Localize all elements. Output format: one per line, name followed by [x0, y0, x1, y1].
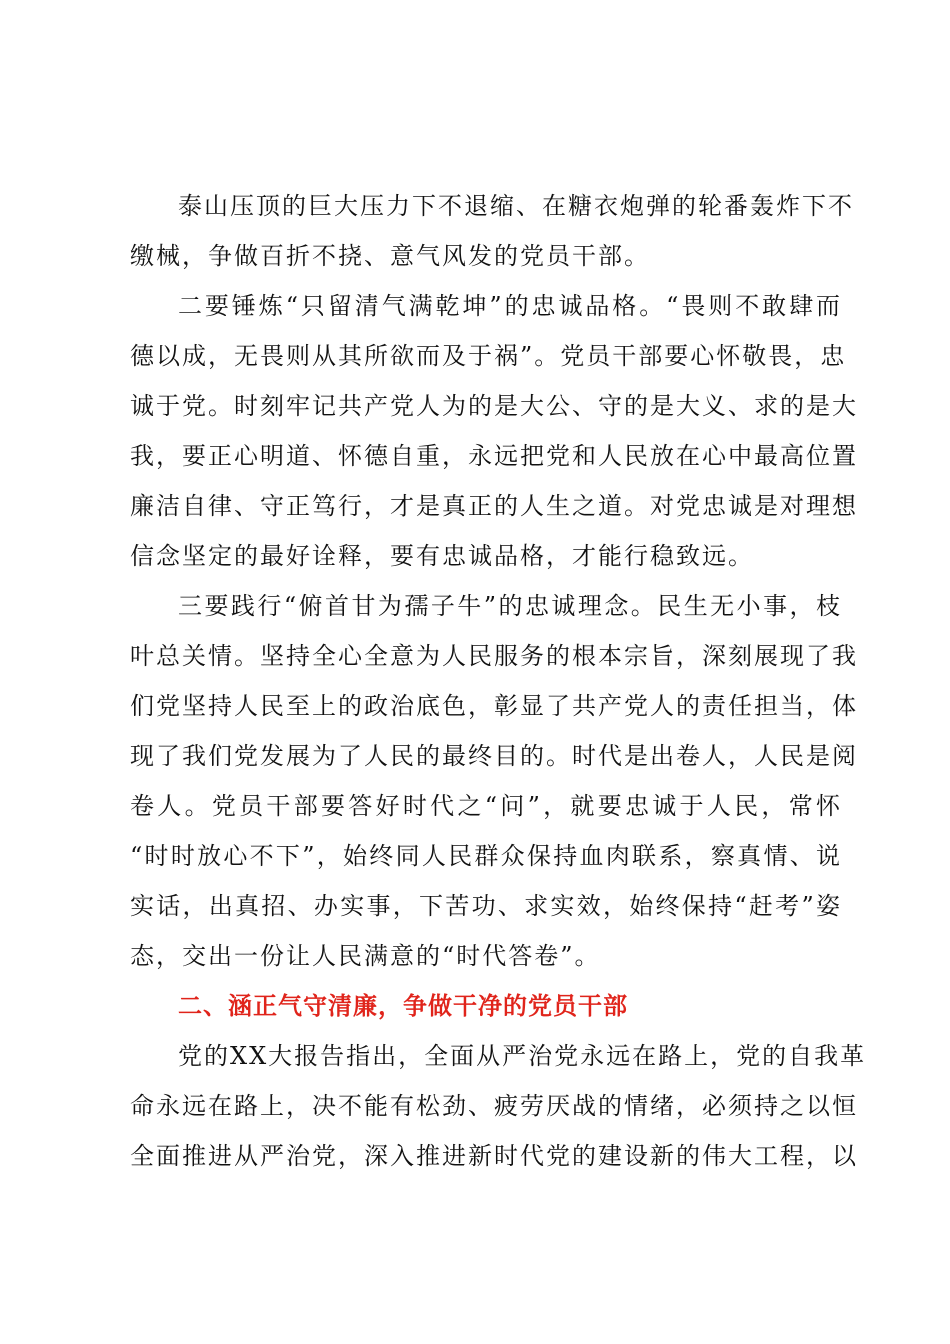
paragraph-3-line-1: 三要践行“俯首甘为孺子牛”的忠诚理念。民生无小事，枝	[178, 592, 842, 620]
paragraph-3-line-5: 卷人。党员干部要答好时代之“问”，就要忠诚于人民，常怀	[130, 792, 842, 820]
paragraph-2-line-3: 诚于党。时刻牢记共产党人为的是大公、守的是大义、求的是大	[130, 392, 858, 420]
paragraph-3-line-4: 现了我们党发展为了人民的最终目的。时代是出卷人，人民是阅	[130, 742, 858, 770]
paragraph-3-line-7: 实话，出真招、办实事，下苦功、求实效，始终保持“赶考”姿	[130, 892, 842, 920]
paragraph-1-line-1: 泰山压顶的巨大压力下不退缩、在糖衣炮弹的轮番轰炸下不	[178, 192, 854, 220]
paragraph-1-line-2: 缴械，争做百折不挠、意气风发的党员干部。	[130, 242, 650, 270]
paragraph-2-line-4: 我，要正心明道、怀德自重，永远把党和人民放在心中最高位置	[130, 442, 858, 470]
paragraph-2-line-2: 德以成，无畏则从其所欲而及于祸”。党员干部要心怀敬畏，忠	[130, 342, 847, 370]
paragraph-4-line-2: 命永远在路上，决不能有松劲、疲劳厌战的情绪，必须持之以恒	[130, 1092, 858, 1120]
section-heading: 二、涵正气守清廉，争做干净的党员干部	[178, 992, 628, 1020]
paragraph-2-line-6: 信念坚定的最好诠释，要有忠诚品格，才能行稳致远。	[130, 542, 754, 570]
paragraph-2-line-5: 廉洁自律、守正笃行，才是真正的人生之道。对党忠诚是对理想	[130, 492, 858, 520]
paragraph-3-line-2: 叶总关情。坚持全心全意为人民服务的根本宗旨，深刻展现了我	[130, 642, 858, 670]
paragraph-4-line-3: 全面推进从严治党，深入推进新时代党的建设新的伟大工程，以	[130, 1142, 858, 1170]
paragraph-4-line-1: 党的XX大报告指出，全面从严治党永远在路上，党的自我革	[178, 1042, 867, 1070]
paragraph-2-line-1: 二要锤炼“只留清气满乾坤”的忠诚品格。“畏则不敢肆而	[178, 292, 842, 320]
paragraph-3-line-3: 们党坚持人民至上的政治底色，彰显了共产党人的责任担当，体	[130, 692, 858, 720]
paragraph-3-line-8: 态，交出一份让人民满意的“时代答卷”。	[130, 942, 601, 970]
paragraph-3-line-6: “时时放心不下”，始终同人民群众保持血肉联系，察真情、说	[130, 842, 842, 870]
